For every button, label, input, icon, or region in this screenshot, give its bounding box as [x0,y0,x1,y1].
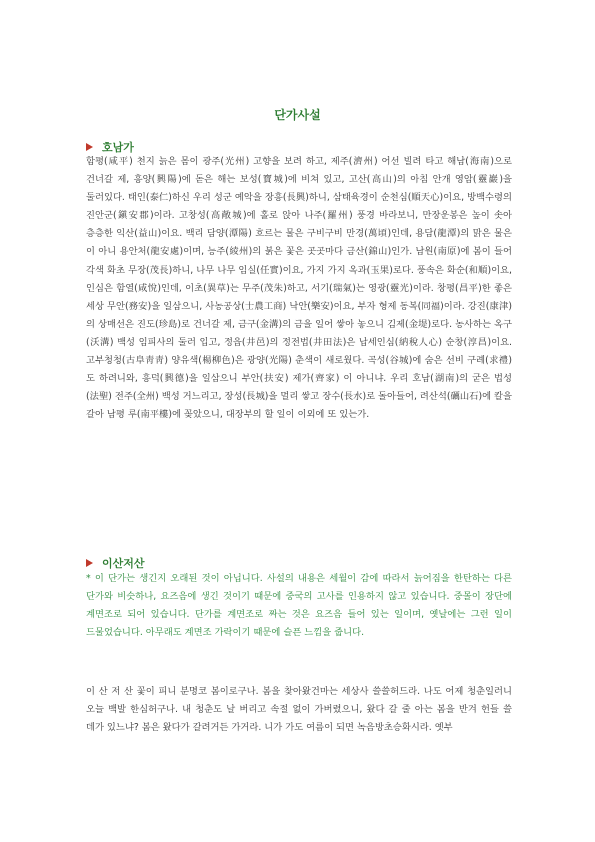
section-heading-label: 호남가 [102,141,134,154]
section-body-isanjeosan: 이 산 저 산 꽃이 피니 분명코 봄이로구나. 봄을 찾아왔건마는 세상사 쓸쓸허드라. 나도 어제 청춘일러니 오늘 백발 한심허구나. 내 청춘도 날 버리고 속절 없이 가버렸으니, 왔다 갈 줄 아는 봄을 반겨 헌들 쓸 데가 있느냐? 봄은 왔다가 갈려거든 가거라. 니가 가도 여름이 되면 녹음방초승화시라. 옛부 [86,686,512,734]
section-note-isanjeosan: * 이 단가는 생긴지 오래된 것이 아닙니다. 사설의 내용은 세월이 감에 따라서 늙어짐을 한탄하는 다른 단가와 비슷하나, 요즈음에 생긴 것이기 때문에 중국의 고사를 인용하지 않고 있습니다. 중몰이 장단에 계면조로 되어 있습니다. 단가를 계면조로 짜는 것은 요즈음 들어 있는 일이며, 옛날에는 그런 일이 드물었습니다. 아무래도 계면조 가락이기 때문에 슬픈 느낌을 줍니다. [86,573,512,639]
bullet-triangle-icon [86,559,93,567]
section-body-honamga: 함평(咸平) 천지 늙은 몸이 광주(光州) 고향을 보려 하고, 제주(濟州) 어선 빌려 타고 해남(海南)으로 건너갈 제, 흥양(興陽)에 돋은 해는 보성(寶城)에 비쳐 있고, 고산(高山)의 아침 안개 영암(靈巖)을 둘러있다. 태인(泰仁)하신 우리 성군 예악을 장흥(長興)하니, 삼태육경이 순천심(順天心)이요, 방백수령의 진안군(鎭安郡)이라. 고창성(高敞城)에 홀로 앉아 나주(羅州) 풍경 바라보니, 만장운봉은 높이 솟아 층층한 익산(益山)이요. 백리 담양(潭陽) 흐르는 물은 구비구비 만경(萬頃)인데, 용담(龍潭)의 맑은 물은 이 아니 용안처(龍安處)이며, 능주(綾州)의 붉은 꽃은 곳곳마다 금산(錦山)인가. 남원(南原)에 봄이 들어 각색 화초 무장(茂長)하니, 나무 나무 임실(任實)이요, 가지 가지 옥과(玉果)로다. 풍속은 화순(和順)이요, 인심은 함열(咸悅)인데, 이초(異草)는 무주(茂朱)하고, 서기(瑞氣)는 영광(靈光)이라. 창평(昌平)한 좋은 세상 무안(務安)을 일삼으니, 사농공상(士農工商) 낙안(樂安)이요, 부자 형제 동복(同福)이라. 강진(康津)의 상매선은 진도(珍島)로 건너갈 제, 금구(金溝)의 금을 일어 쌓아 놓으니 김제(金堤)로다. 농사하는 옥구(沃溝) 백성 임피사의 둘러 입고, 정읍(井邑)의 정전법(井田法)은 납세인심(納稅人心) 순창(淳昌)이요. 고부청청(古阜靑靑) 양유색(楊柳色)은 광양(光陽) 춘색이 새로웠다. 곡성(谷城)에 숨은 선비 구례(求禮)도 하려니와, 흥덕(興德)을 일삼으니 부안(扶安) 제가(齊家) 이 아니냐. 우리 호남(湖南)의 굳은 법성(法聖) 전주(全州) 백성 거느리고, 장성(長城)을 멀리 쌓고 장수(長水)로 돌아들어, 려산석(礪山石)에 칼을 갈아 남평 루(南平樓)에 꽂았으니, 대장부의 할 일이 이외에 또 있는가. [86,156,512,421]
section-heading-isanjeosan [86,555,145,571]
section-heading-label: 이산저산 [102,557,145,570]
bullet-triangle-icon [86,143,93,151]
document-title: 단가사설 [274,108,321,122]
